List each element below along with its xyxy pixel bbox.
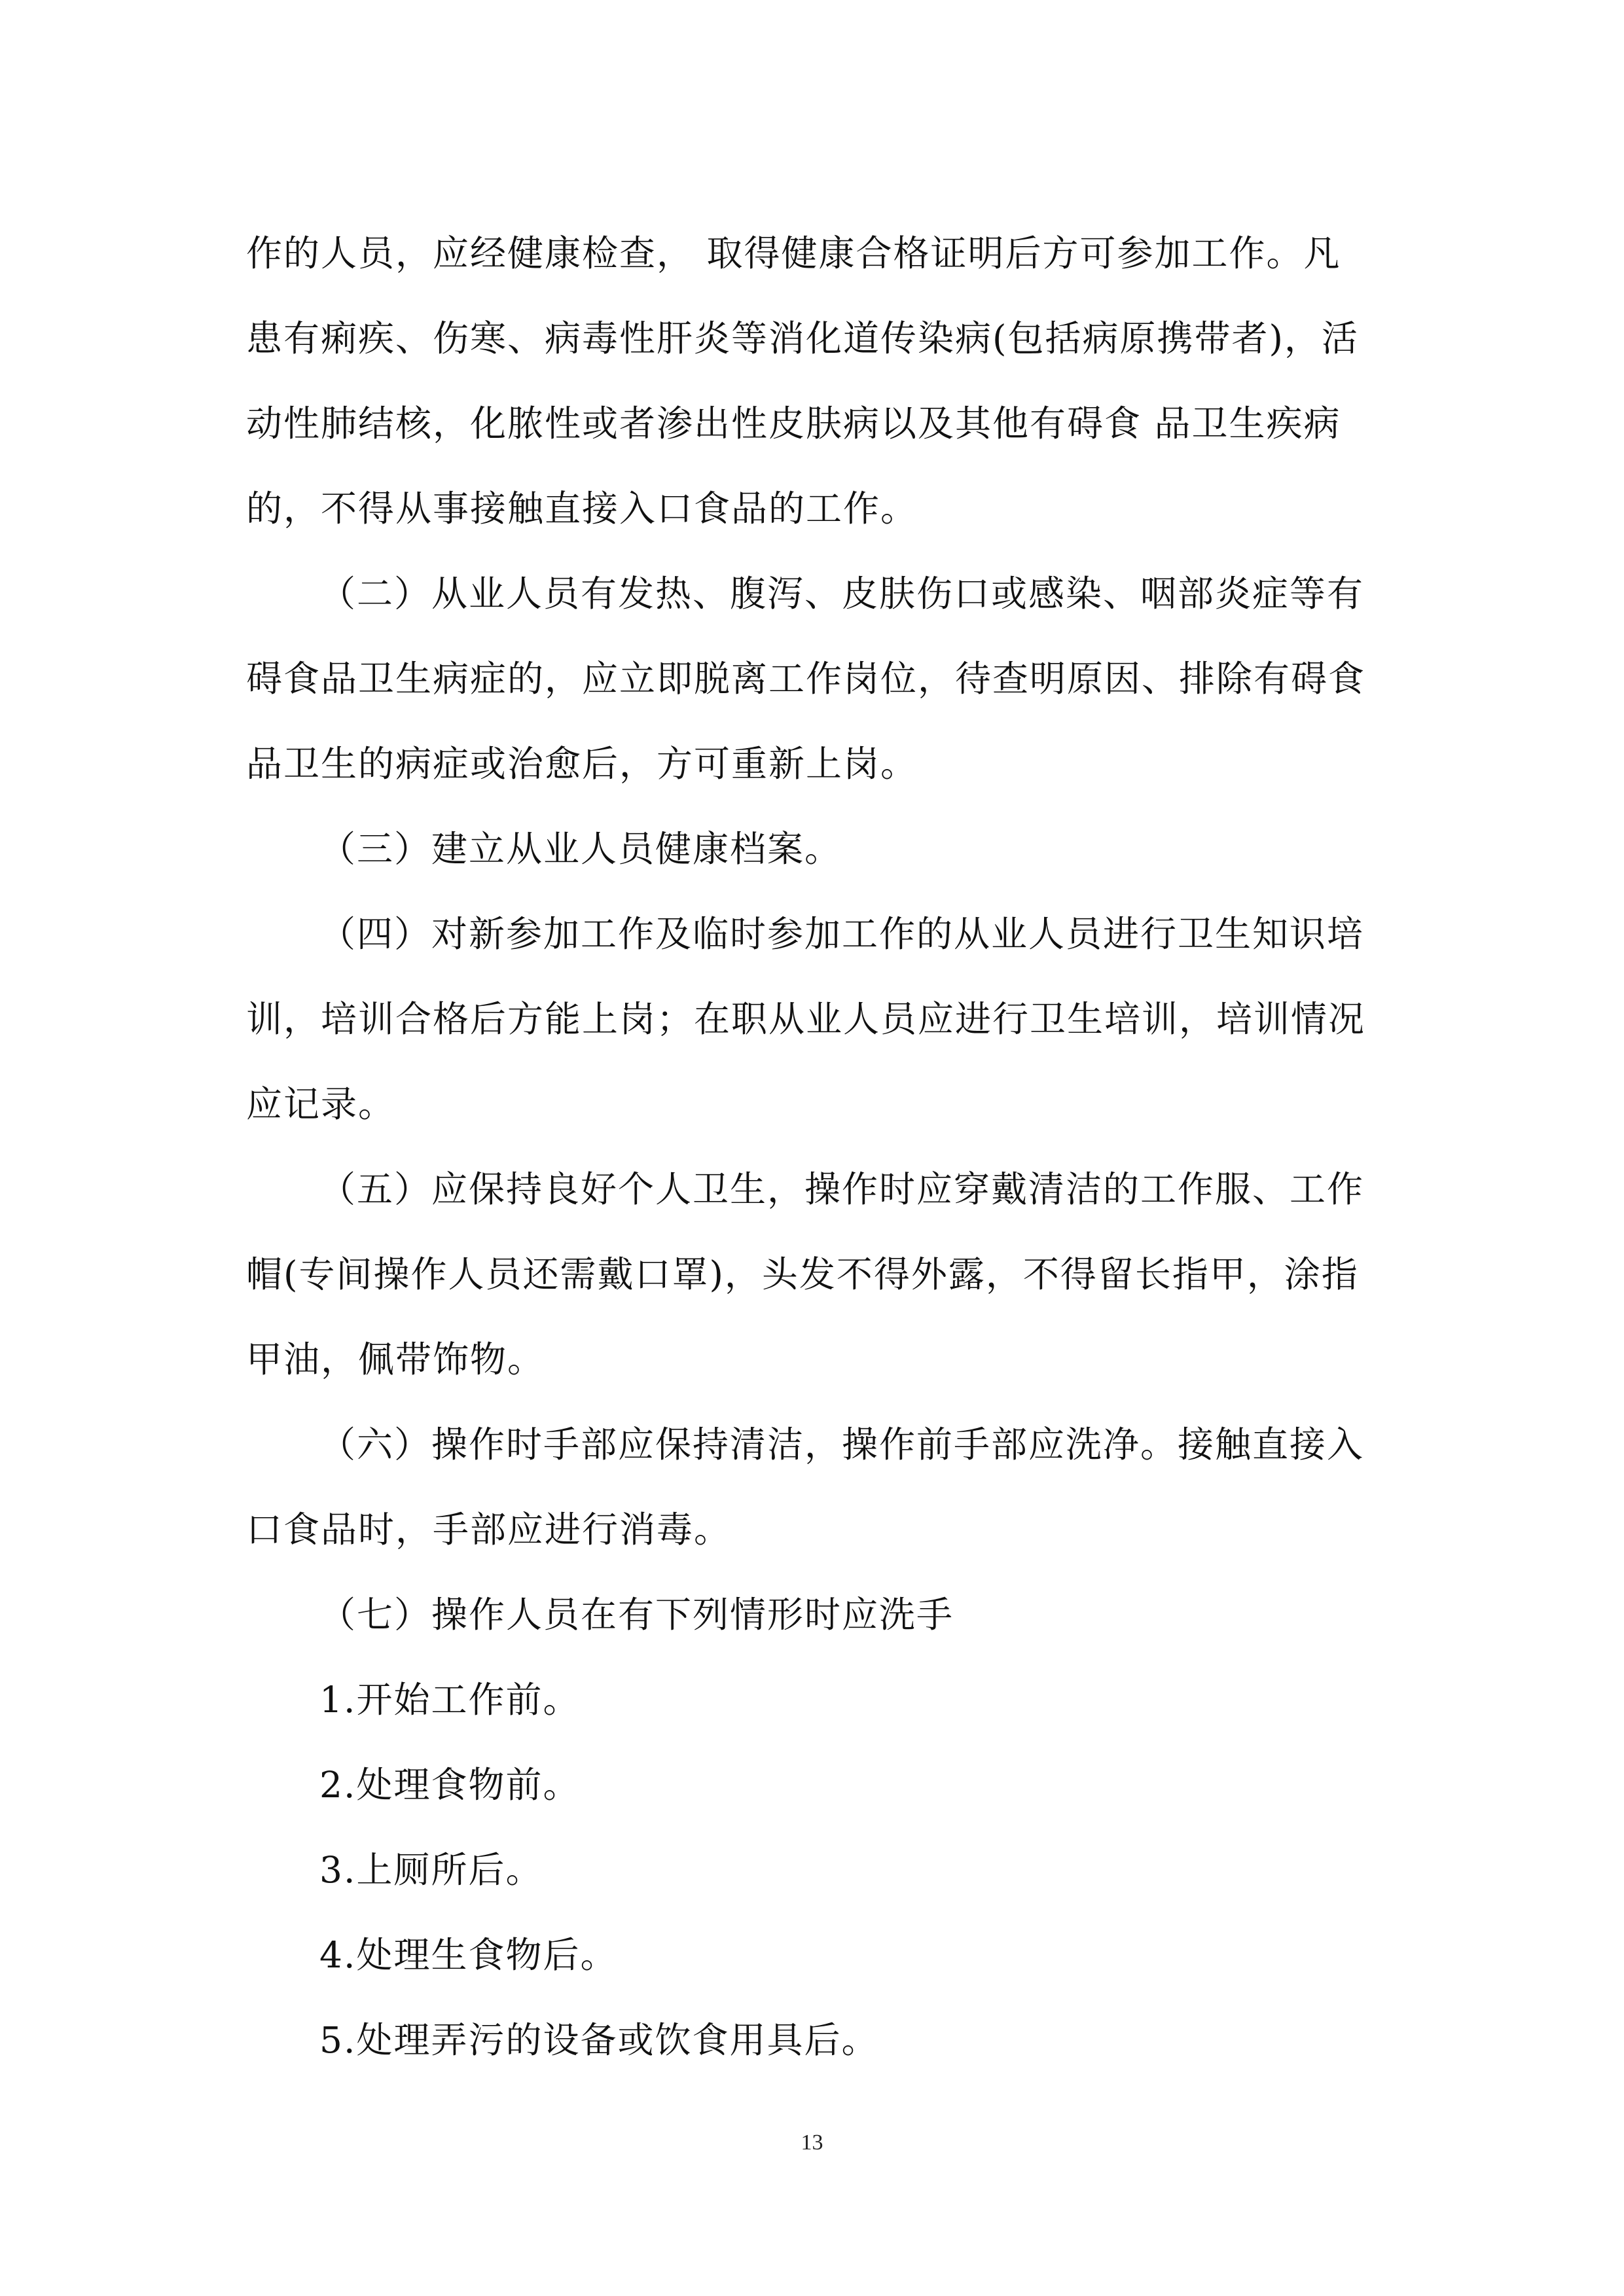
section-five-heading-line: （五）应保持良好个人卫生，操作时应穿戴清洁的工作服、工作 <box>319 1168 1365 1210</box>
list-item: 2.处理食物前。 <box>319 1764 581 1806</box>
text-line: 帽(专间操作人员还需戴口罩)，头发不得外露，不得留长指甲，涂指 <box>246 1253 1359 1295</box>
page-number: 13 <box>801 2130 823 2155</box>
section-seven-heading-line: （七）操作人员在有下列情形时应洗手 <box>319 1594 954 1636</box>
text-line: 训，培训合格后方能上岗；在职从业人员应进行卫生培训，培训情况 <box>246 998 1366 1040</box>
text-line: 应记录。 <box>246 1083 396 1125</box>
section-four-heading-line: （四）对新参加工作及临时参加工作的从业人员进行卫生知识培 <box>319 913 1365 955</box>
text-line: 碍食品卫生病症的，应立即脱离工作岗位，待查明原因、排除有碍食 <box>246 658 1366 700</box>
text-line: 品卫生的病症或治愈后，方可重新上岗。 <box>246 743 918 785</box>
list-item: 3.上厕所后。 <box>319 1849 543 1891</box>
document-body <box>246 211 1385 2083</box>
text-line: 患有痢疾、伤寒、病毒性肝炎等消化道传染病(包括病原携带者)，活 <box>246 317 1359 359</box>
list-item: 1.开始工作前。 <box>319 1679 581 1721</box>
section-six-heading-line: （六）操作时手部应保持清洁，操作前手部应洗净。接触直接入 <box>319 1424 1365 1465</box>
text-line: 甲油，佩带饰物。 <box>246 1338 545 1380</box>
section-two-heading-line: （二）从业人员有发热、腹泻、皮肤伤口或感染、咽部炎症等有 <box>319 573 1365 615</box>
text-line: 动性肺结核，化脓性或者渗出性皮肤病以及其他有碍食 品卫生疾病 <box>246 403 1341 444</box>
list-item: 4.处理生食物后。 <box>319 1934 618 1976</box>
text-line: 口食品时，手部应进行消毒。 <box>246 1509 732 1551</box>
text-line: 作的人员，应经健康检查， 取得健康合格证明后方可参加工作。凡 <box>246 232 1341 274</box>
text-line: 的，不得从事接触直接入口食品的工作。 <box>246 488 918 529</box>
list-item: 5.处理弄污的设备或饮食用具后。 <box>319 2019 879 2061</box>
section-three-heading-line: （三）建立从业人员健康档案。 <box>319 828 842 870</box>
